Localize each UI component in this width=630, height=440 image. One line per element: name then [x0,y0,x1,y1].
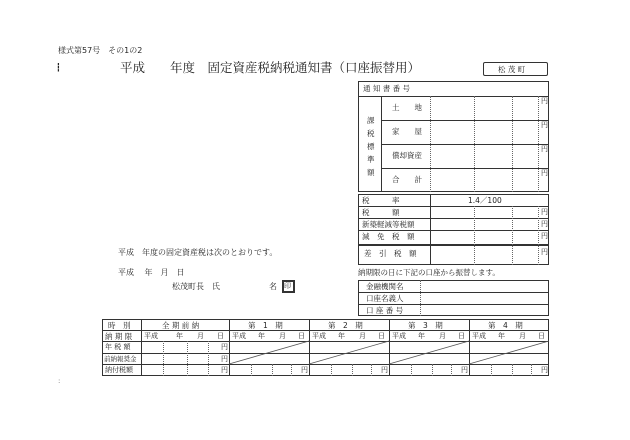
date-line: 平成 年 月 日 [118,268,185,277]
transfer-note: 納期限の日に下記の口座から振替します。 [358,268,500,277]
yen-mark: 円 [221,343,228,351]
date-year: 年 [258,332,265,340]
yen-mark: 円 [221,366,228,374]
yen-mark: 円 [541,248,548,256]
date-day: 日 [538,332,545,340]
period-prepay: 全 期 前 納 [162,321,200,330]
yen-mark: 円 [461,366,468,374]
slash-line [469,341,549,364]
date-day: 日 [458,332,465,340]
town-stamp: 松 茂 町 [498,65,526,74]
date-era: 平成 [232,332,246,340]
exemption-label: 減 免 税 額 [362,232,415,241]
col-dot [512,364,513,376]
date-day: 日 [298,332,305,340]
col-dot [432,364,433,376]
row-house: 家 屋 [392,127,422,136]
yen-mark: 円 [541,232,548,240]
col-dot [331,364,332,376]
yen-mark: 円 [541,220,548,228]
yen-mark: 円 [301,366,308,374]
date-day: 日 [378,332,385,340]
payment-amount-label: 納付税額 [105,366,133,374]
deduction-label: 差 引 税 額 [364,249,417,258]
yen-mark: 円 [221,355,228,363]
period-1: 第 1 期 [248,321,283,330]
date-year: 年 [176,332,183,340]
period-3: 第 3 期 [408,321,443,330]
tax-rate-value: 1.4／100 [468,196,502,205]
date-year: 年 [418,332,425,340]
account-number-label: 口 座 番 号 [366,306,404,315]
due-date-label: 納 期 限 [105,332,133,341]
kazei-char-2: 税 [367,129,375,138]
seal-icon: 印 [284,282,291,290]
annual-tax-label: 年 税 額 [105,343,131,351]
col-dot [491,364,492,376]
date-era: 平成 [472,332,486,340]
tax-amount-label: 税 額 [362,208,400,217]
date-era: 平成 [312,332,326,340]
margin-mark: : [58,377,61,385]
form-code: 様式第57号 その1の2 [58,46,143,55]
col-dot [451,364,452,376]
notice-text: 平成 年度の固定資産税は次のとおりです。 [118,248,278,257]
yen-mark: 円 [541,121,548,129]
yen-mark: 円 [541,366,548,374]
account-holder-label: 口座名義人 [366,294,404,303]
yen-mark: 円 [541,208,548,216]
date-era: 平成 [392,332,406,340]
date-month: 月 [279,332,286,340]
page-title: 平成 年度 固定資産税納税通知書（口座振替用） [120,60,421,75]
date-year: 年 [338,332,345,340]
date-era: 平成 [144,332,158,340]
col-dot [411,364,412,376]
yen-mark: 円 [541,97,548,105]
col-dot [272,364,273,376]
date-month: 月 [197,332,204,340]
period-2: 第 2 期 [328,321,363,330]
slash-line [389,341,469,364]
yen-mark: 円 [381,366,388,374]
date-month: 月 [439,332,446,340]
margin-mark: ┇ [56,63,61,72]
row-land: 土 地 [392,103,422,112]
date-month: 月 [359,332,366,340]
row-depreciable: 償却資産 [392,151,422,160]
col-dot [251,364,252,376]
name-char: 名 [269,282,277,291]
row-total: 合 計 [392,175,422,184]
yen-mark: 円 [541,169,548,177]
date-year: 年 [498,332,505,340]
prepay-reward-label: 前納報奨金 [104,355,137,363]
yen-mark: 円 [541,145,548,153]
tax-rate-label: 税 率 [362,196,400,205]
col-dot [371,364,372,376]
date-day: 日 [217,332,224,340]
period-4: 第 4 期 [488,321,523,330]
col-dot [291,364,292,376]
kazei-char-5: 額 [367,168,375,177]
date-month: 月 [519,332,526,340]
notice-number-label: 通 知 書 番 号 [363,84,411,93]
mayor-line: 松茂町長 氏 [172,282,220,291]
col-dot [531,364,532,376]
kazei-char-1: 課 [367,116,375,125]
new-build-reduction-label: 新築軽減等税額 [362,220,415,229]
col-dot [352,364,353,376]
bank-name-label: 金融機関名 [366,282,404,291]
kazei-char-4: 準 [367,155,375,164]
period-header: 時 別 [108,321,131,330]
kazei-char-3: 標 [367,142,375,151]
slash-line [309,341,389,364]
slash-line [229,341,309,364]
